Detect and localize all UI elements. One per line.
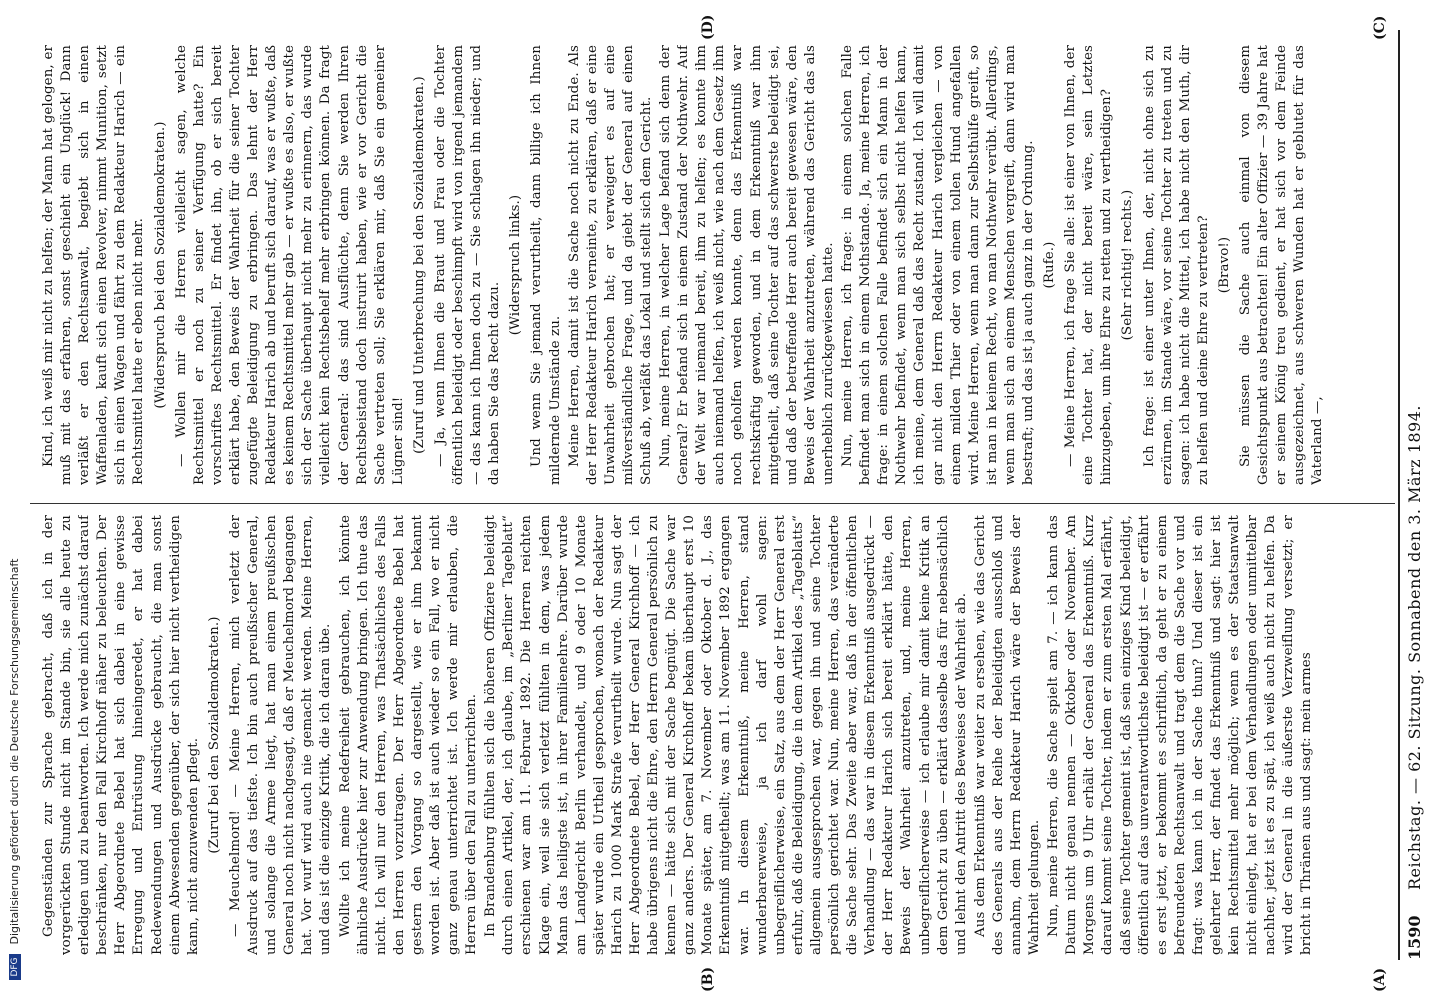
page-header [1405,30,1427,960]
right-column-paragraph: (Bravo!) [1216,236,1232,294]
marker-d: (D) [700,14,716,40]
right-column-paragraph: — Meine Herren, ich frage Sie alle: ist einer von Ihnen, der eine Tochter hat, der nicht bereit wäre, sein Letztes hinzugeben, um ihre Ehre zu retten und zu vertheidigen? [1063,45,1115,485]
left-column-paragraph: Gegenständen zur Sprache gebracht, daß ich in der vorgerückten Stunde nicht im Stande bin, sie alle heute zu erledigen und zu beantworten. Ich werde mich zunächst darauf beschränken, nur den Fall Kirchhoff näher zu beleuchten. Der Herr Abgeordnete Bebel hat sich dabei in eine gewisse Erregung und Entrüstung hineingeredet, er hat dabei Redewendungen und Ausdrücke gebraucht, die man sonst einem Abwesenden gegenüber, der sich hier nicht vertheidigen kann, nicht anzuwenden pflegt. [41,515,201,955]
right-column-paragraph: Kind, ich weiß mir nicht zu helfen; der Mann hat gelogen, er muß mit das erfahren, sonst geschieht ein Unglück! Dann verläßt er den Rechtsanwalt, begiebt sich in einen Waffenladen, kauft sich einen Revolver, nimmt Munition, setzt sich in einen Wagen und fährt zu dem Redakteur Harich — ein Rechtsmittel hatte er eben nicht mehr. [41,45,147,485]
marker-b: (B) [700,966,716,992]
footer-text: Digitalisierung gefördert durch die Deutsche Forschungsgemeinschaft [8,558,21,945]
left-column-paragraph: Wollte ich meine Redefreiheit gebrauchen, ich könnte ähnliche Ausdrücke hier zur Anwendung bringen. Ich thue das nicht. Ich will nur den Herren, was Thatsächliches des Falls den Herren vorzutragen. Der Herr Abgeordnete Bebel hat gestern den Vorgang so dargestellt, wie er ihm bekannt worden ist. Aber daß ist auch wieder so ein Fall, wo er nicht ganz genau unterrichtet ist. Ich werde mir erlauben, die Herren über den Fall zu unterrichten. [337,515,480,955]
page-number: 1590 [1405,915,1424,960]
left-column [40,515,1390,955]
right-column-paragraph: Nun, meine Herren, in welcher Lage befand sich denn der General? Er befand sich in einem Zustand der Nothwehr. Auf der Welt war niemand bereit, ihm zu helfen; es konnte ihm auch niemand helfen, ich weiß nicht, wie nach dem Gesetz ihm noch geholfen werden konnte, denn das Erkenntniß war rechtskräftig geworden, und in dem Erkenntniß war ihm mitgetheilt, daß seine Tochter auf das schwerste beleidigt sei, und daß der betreffende Herr auch bereit gewesen wäre, den Beweis der Wahrheit anzutreten, während das Gericht das als unerheblich zurückgewiesen hatte. [658,45,836,485]
right-column-paragraph: Ich frage: ist einer unter Ihnen, der, nicht ohne sich zu erzürnen, im Stande wäre, vor seine Tochter zu treten und zu sagen: ich habe nicht die Mittel, ich habe nicht den Muth, dir zu helfen und deine Ehre zu vertreten? [1141,45,1211,485]
header-rule [1398,30,1400,960]
right-column-paragraph: (Zuruf und Unterbrechung bei den Sozialdemokraten.) [411,76,427,454]
column-divider [30,503,1395,504]
right-column [40,45,1390,485]
left-column-paragraph: Nun, meine Herren, die Sache spielt am 7. — ich kann das Datum nicht genau nennen — Oktober oder November. Am Morgens um 9 Uhr erhält der General das Erkenntniß. Kurz darauf kommt seine Tochter, indem er zum ersten Mal erfährt, daß seine Tochter gemeint ist, daß sein einziges Kind beleidigt, öffentlich auf das unverantwortlichste beleidigt ist — er erfährt es erst jetzt, er bekommt es schriftlich, da geht er zu einem befreundeten Rechtsanwalt und tragt dem die Sache vor und fragt: was kann ich in der Sache thun? Und dieser ist ein gelehrter Herr, der findet das Erkenntniß und sagt: hier ist kein Rechtsmittel mehr möglich; wenn es der Staatsanwalt nicht einlegt, hat er bei dem Verhandlungen oder unmittelbar nachher, jetzt ist es zu spät, ich weiß auch nicht zu helfen. Da wird der General in die äußerste Verzweiflung versetzt; er bricht in Thränen aus und sagt: mein armes [1046,515,1315,955]
right-column-paragraph: Nun, meine Herren, ich frage: in einem solchen Falle befindet man sich in einem Nothstande. Ja, meine Herren, ich frage: in einem solchen Falle befindet sich ein Mann in der Nothwehr befindet, wenn man sich selbst nicht helfen kann, ich meine, dem General daß das Recht zustand. Ich will damit gar nicht den Herrn Redakteur Harich vergleichen — von einem milden Thier oder von einem tollen Hund angefallen wird. Meine Herren, wenn man dann zur Selbsthülfe greift, so ist man in keinem Recht, wo man Nothwehr verübt. Allerdings, wenn man sich an einem Menschen vergreift, dann wird man bestraft; und das ist ja auch ganz in der Ordnung. [840,45,1036,485]
marker-c: (C) [1372,15,1388,40]
left-column-paragraph: (Zuruf bei den Sozialdemokraten.) [206,616,222,854]
marker-a: (A) [1372,967,1388,992]
right-column-paragraph: (Sehr richtig! rechts.) [1120,189,1136,341]
right-column-paragraph: Meine Herren, damit ist die Sache noch nicht zu Ende. Als der Herr Redakteur Harich verneinte, zu erklären, daß er eine Unwahrheit gebrochen hat; er verweigert es auf eine mißverständliche Frage, und da giebt der General auf einen Schuß ab, verläßt das Lokal und stellt sich dem Gericht. [566,45,654,485]
right-column-paragraph: Und wenn Sie jemand verurtheilt, dann billige ich Ihnen mildernde Umstände zu. [529,45,563,485]
footer-credit [8,20,26,980]
left-column-paragraph: — Meuchelmord! — Meine Herren, mich verletzt der Ausdruck auf das tiefste. Ich bin auch preußischer General, und solange die Armee liegt, hat man einem preußischen General noch nicht nachgesagt, daß er Meuchelmord begangen hat. Vor wurf wird auch nie gemacht werden. Meine Herren, und das ist die einzige Kritik, die ich daran übe. [227,515,334,955]
right-column-paragraph: — Ja, wenn Ihnen die Braut und Frau oder die Tochter öffentlich beleidigt oder beschimpft wird von irgend jemandem — das kann ich Ihnen doch zu — Sie schlagen ihn nieder; und da haben Sie das Recht dazu. [432,45,503,485]
left-column-paragraph: In Brandenburg fühlten sich die höheren Offiziere beleidigt durch einen Artikel, der, ich glaube, im „Berliner Tageblatt“ erschienen war am 11. Februar 1892. Die Herren reichten Klage ein, weil sie sich verletzt fühlten in dem, was jedem Mann das heiligste ist, in ihrer Familienehre. Darüber wurde am Landgericht Berlin verhandelt, und 9 oder 10 Monate später wurde ein Urtheil gesprochen, wonach der Redakteur Harich zu 1000 Mark Strafe verurtheilt wurde. Nun sagt der Herr Abgeordnete Bebel, der Herr General Kirchhoff — ich habe übrigens nicht die Ehre, den Herrn General persönlich zu kennen — hätte sich mit der Sache begnügt. Die Sache war ganz anders. Der General Kirchhoff bekam überhaupt erst 10 Monate später, am 7. November oder Oktober d. J., das Erkenntniß mitgetheilt; was am 11. November 1892 ergangen war. In diesem Erkenntniß, meine Herren, stand wunderbarerweise, ja ich darf wohl sagen: unbegreiflicherweise, ein Satz, aus dem der Herr General erst erfuhr, daß die Beleidigung, die in dem Artikel des „Tageblatts“ allgemein ausgesprochen war, gegen ihn und seine Tochter persönlich gerichtet war. Nun, meine Herren, das veränderte die Sache sehr. Das Zweite aber war, daß in der öffentlichen Verhandlung — das war in diesem Erkenntniß ausgedrückt — der Herr Redakteur Harich sich bereit erklärt hätte, den Beweis der Wahrheit anzutreten, und, meine Herren, unbegreiflicherweise — ich erlaube mir damit keine Kritik an dem Gericht zu üben — erklärt dasselbe das für nebensächlich und lehnt den Antritt des Beweises der Wahrheit ab. [483,515,969,955]
right-column-paragraph: — Wollen mir die Herren vielleicht sagen, welche Rechtsmittel er noch zu seiner Verfügung hatte? Ein vorschriftes Rechtsmittel. Er findet ihn, ob er sich bereit erklärt habe, den Beweis der Wahrheit für die seiner Tochter zugefügte Beleidigung zu erbringen. Das lehnt der Herr Redakteur Harich ab und beruft sich darauf, was er wußte, daß es keinem Rechtsmittel mehr gab — er wußte es also, er wußte sich der Sache überhaupt nicht mehr zu erinnern, das wurde vielleicht kein Rechtsbehelf mehr erbringen können. Da fragt der General: das sind Ausflüchte, denn Sie werden Ihren Rechtsbeistand doch instruirt haben, wie er vor Gericht die Sache vertreten soll; Sie erklären mir, daß Sie ein gemeiner Lügner sind! [173,45,406,485]
running-title: Reichstag. — 62. Sitzung. Sonnabend den 3. März 1894. [1405,405,1424,890]
dfg-logo: DFG [9,954,21,980]
right-column-paragraph: (Widerspruch links.) [508,194,524,336]
right-column-paragraph: Sie müssen die Sache auch einmal von diesem Gesichtspunkt aus betrachten! Ein alter Offizier — 39 Jahre hat er seinem König treu gedient, er hat sich vor dem Feinde ausgezeichnet, aus schweren Wunden hat er geblutet für das Vaterland —, [1238,45,1326,485]
right-column-paragraph: (Widerspruch bei den Sozialdemokraten.) [152,121,168,409]
left-column-paragraph: Aus dem Erkenntniß war weiter zu ersehen, wie das Gericht des Generals aus der Reihe der Beleidigten ausschloß und annahm, dem Herrn Redakteur Harich wäre der Beweis der Wahrheit gelungen. [972,515,1043,955]
right-column-paragraph: (Rufe.) [1042,241,1058,289]
